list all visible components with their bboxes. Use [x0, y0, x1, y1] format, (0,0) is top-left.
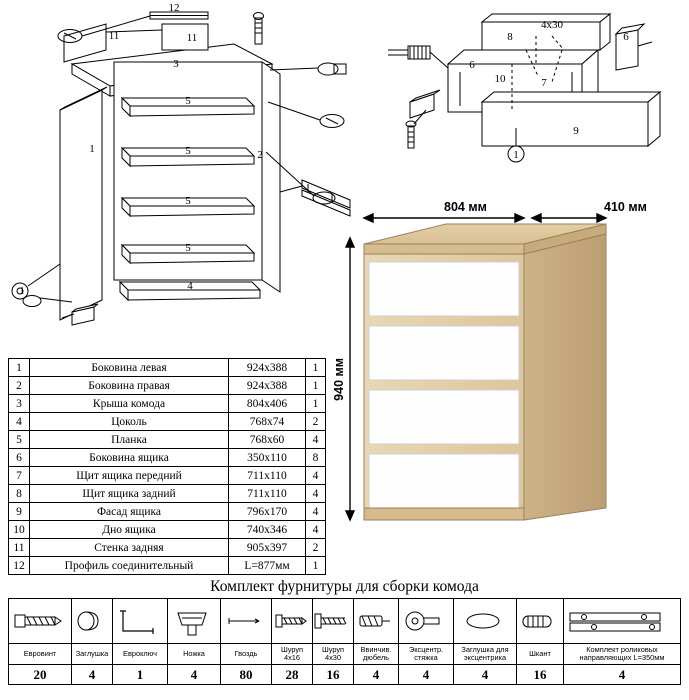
callout-4x30: 4х30 — [541, 19, 563, 31]
hw-name-7: Ввинчив. дюбель — [354, 644, 399, 665]
callout-11-right: 11 — [186, 32, 198, 44]
hw-name-0: Евровинт — [9, 644, 72, 665]
hw-qty-11: 4 — [564, 665, 681, 685]
callout-9: 9 — [573, 125, 579, 137]
drawer-assembly-diagram — [386, 6, 686, 166]
screw-4x30-icon — [313, 601, 349, 641]
hw-qty-6: 16 — [313, 665, 354, 685]
part-dim: 711х110 — [229, 467, 306, 485]
part-qty: 4 — [306, 485, 326, 503]
hw-qty-4: 80 — [221, 665, 272, 685]
cell-icon-dowel — [517, 599, 564, 644]
hw-qty-10: 16 — [517, 665, 564, 685]
part-num: 10 — [9, 521, 30, 539]
height-dimension-label: 940 мм — [332, 358, 346, 401]
part-qty: 1 — [306, 359, 326, 377]
part-num: 8 — [9, 485, 30, 503]
part-num: 9 — [9, 503, 30, 521]
part-name: Стенка задняя — [30, 539, 229, 557]
part-qty: 1 — [306, 395, 326, 413]
part-num: 5 — [9, 431, 30, 449]
callout-1b: 1 — [19, 285, 25, 297]
callout-2: 2 — [257, 149, 263, 161]
dowel-icon — [517, 601, 559, 641]
cell-icon-allen-key — [113, 599, 168, 644]
part-dim: L=877мм — [229, 557, 306, 575]
cell-icon-screw-4x30 — [313, 599, 354, 644]
part-name: Планка — [30, 431, 229, 449]
part-dim: 804х406 — [229, 395, 306, 413]
callout-5b: 5 — [185, 145, 191, 157]
cell-icon-dowel-screw — [354, 599, 399, 644]
callout-11-left: 11 — [108, 30, 120, 42]
cell-icon-nail — [221, 599, 272, 644]
cell-icon-cam-lock — [399, 599, 454, 644]
part-num: 12 — [9, 557, 30, 575]
cam-lock-icon — [399, 601, 449, 641]
hw-name-9: Заглушка для эксцентрика — [454, 644, 517, 665]
part-dim: 905х397 — [229, 539, 306, 557]
table-row — [9, 431, 326, 449]
part-dim: 796х170 — [229, 503, 306, 521]
part-qty: 4 — [306, 521, 326, 539]
part-qty: 2 — [306, 413, 326, 431]
callout-12: 12 — [168, 2, 180, 14]
cam-cap-icon — [454, 601, 512, 641]
callout-5d: 5 — [185, 242, 191, 254]
part-qty: 4 — [306, 431, 326, 449]
euroscrew-icon — [9, 601, 67, 641]
part-name: Крыша комода — [30, 395, 229, 413]
table-row — [9, 557, 326, 575]
hw-name-8: Эксцентр. стяжка — [399, 644, 454, 665]
hw-name-11: Комплект роликовых направляющих L=350мм — [564, 644, 681, 665]
part-qty: 1 — [306, 557, 326, 575]
hw-name-10: Шкант — [517, 644, 564, 665]
dowel-screw-icon — [354, 601, 394, 641]
hw-qty-7: 4 — [354, 665, 399, 685]
hw-name-3: Ножка — [168, 644, 221, 665]
hw-qty-3: 4 — [168, 665, 221, 685]
part-name: Боковина ящика — [30, 449, 229, 467]
slide-rails-icon — [564, 601, 668, 641]
part-num: 2 — [9, 377, 30, 395]
table-row — [9, 485, 326, 503]
hw-name-2: Евроключ — [113, 644, 168, 665]
hw-name-1: Заглушка — [72, 644, 113, 665]
cell-icon-cap — [72, 599, 113, 644]
part-dim: 711х110 — [229, 485, 306, 503]
width-dimension-label: 804 мм — [444, 200, 487, 214]
cell-icon-screw-4x16 — [272, 599, 313, 644]
cell-icon-euroscrew — [9, 599, 72, 644]
table-row — [9, 539, 326, 557]
part-name: Боковина правая — [30, 377, 229, 395]
parts-table — [8, 358, 326, 575]
callout-5c: 5 — [185, 195, 191, 207]
table-row — [9, 449, 326, 467]
part-name: Дно ящика — [30, 521, 229, 539]
hardware-names-row — [9, 644, 681, 665]
hw-qty-5: 28 — [272, 665, 313, 685]
screw-4x16-icon — [272, 601, 308, 641]
callout-6-right: 6 — [623, 31, 629, 43]
part-name: Фасад ящика — [30, 503, 229, 521]
cell-icon-cam-cap — [454, 599, 517, 644]
cell-icon-leg — [168, 599, 221, 644]
dresser-render — [328, 196, 688, 556]
table-row — [9, 359, 326, 377]
part-qty: 8 — [306, 449, 326, 467]
hw-qty-0: 20 — [9, 665, 72, 685]
hw-name-4: Гвоздь — [221, 644, 272, 665]
depth-dimension-label: 410 мм — [604, 200, 647, 214]
table-row — [9, 413, 326, 431]
table-row — [9, 395, 326, 413]
hw-qty-1: 4 — [72, 665, 113, 685]
callout-3: 3 — [173, 58, 179, 70]
cap-icon — [72, 601, 106, 641]
part-num: 3 — [9, 395, 30, 413]
part-qty: 4 — [306, 467, 326, 485]
part-num: 4 — [9, 413, 30, 431]
callout-1: 1 — [89, 143, 95, 155]
callout-5a: 5 — [185, 95, 191, 107]
callout-7: 7 — [541, 77, 547, 89]
hardware-icons-row — [9, 599, 681, 644]
part-num: 11 — [9, 539, 30, 557]
callout-6-left: 6 — [469, 59, 475, 71]
hw-qty-2: 1 — [113, 665, 168, 685]
part-dim: 350х110 — [229, 449, 306, 467]
part-num: 6 — [9, 449, 30, 467]
part-dim: 740х346 — [229, 521, 306, 539]
part-name: Щит ящика передний — [30, 467, 229, 485]
part-qty: 2 — [306, 539, 326, 557]
nail-icon — [221, 601, 267, 641]
exploded-cabinet-diagram — [2, 2, 362, 352]
part-dim: 768х74 — [229, 413, 306, 431]
part-name: Цоколь — [30, 413, 229, 431]
table-row — [9, 521, 326, 539]
part-dim: 768х60 — [229, 431, 306, 449]
part-name: Профиль соединительный — [30, 557, 229, 575]
cell-icon-slide-rails — [564, 599, 681, 644]
part-qty: 1 — [306, 377, 326, 395]
hw-name-6: Шуруп 4х30 — [313, 644, 354, 665]
callout-4: 4 — [187, 280, 193, 292]
hw-name-5: Шуруп 4х16 — [272, 644, 313, 665]
callout-8: 8 — [507, 31, 513, 43]
part-num: 7 — [9, 467, 30, 485]
table-row — [9, 503, 326, 521]
hardware-section-title: Комплект фурнитуры для сборки комода — [210, 578, 479, 595]
hardware-table — [8, 598, 681, 685]
part-dim: 924х388 — [229, 359, 306, 377]
part-num: 1 — [9, 359, 30, 377]
callout-10: 10 — [494, 73, 506, 85]
leg-icon — [168, 601, 216, 641]
hw-qty-9: 4 — [454, 665, 517, 685]
hw-qty-8: 4 — [399, 665, 454, 685]
hardware-qty-row — [9, 665, 681, 685]
part-name: Щит ящика задний — [30, 485, 229, 503]
table-row — [9, 467, 326, 485]
table-row — [9, 377, 326, 395]
part-qty: 4 — [306, 503, 326, 521]
callout-1-drawer: 1 — [513, 149, 519, 161]
part-name: Боковина левая — [30, 359, 229, 377]
allen-key-icon — [113, 601, 163, 641]
part-dim: 924х388 — [229, 377, 306, 395]
